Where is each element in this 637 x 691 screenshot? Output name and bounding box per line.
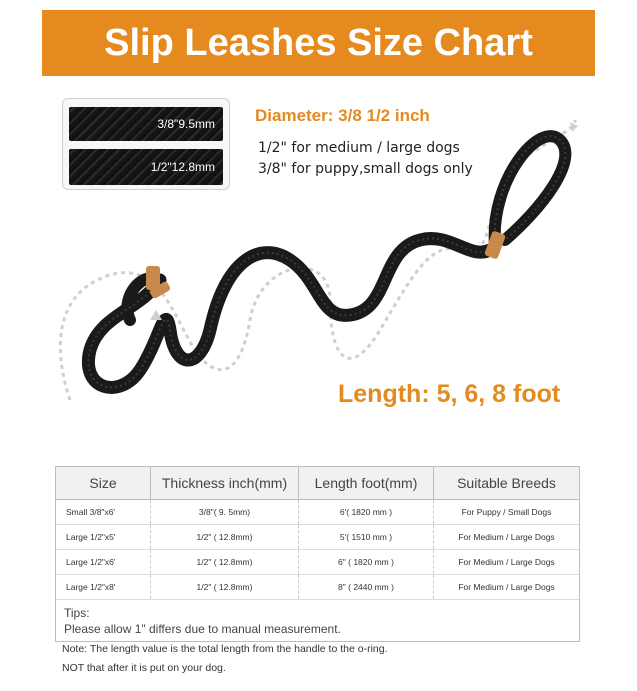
header-size: Size <box>56 467 151 499</box>
rope-swatch-large-label: 1/2"12.8mm <box>150 160 215 174</box>
table-row <box>56 525 579 550</box>
tips-title: Tips: <box>64 606 90 620</box>
cell-length: 8" ( 2440 mm ) <box>299 575 434 599</box>
cell-size: Large 1/2"x5' <box>56 525 151 549</box>
cell-size: Large 1/2"x8' <box>56 575 151 599</box>
diameter-heading: Diameter: 3/8 1/2 inch <box>255 106 430 125</box>
cell-thickness: 3/8"( 9. 5mm) <box>151 500 299 524</box>
cell-size: Large 1/2"x6' <box>56 550 151 574</box>
chart-title: Slip Leashes Size Chart <box>104 21 533 64</box>
cell-thickness: 1/2" ( 12.8mm) <box>151 575 299 599</box>
length-heading: Length: 5, 6, 8 foot <box>338 380 561 408</box>
cell-length: 6" ( 1820 mm ) <box>299 550 434 574</box>
size-table-header <box>56 467 579 500</box>
diameter-line-small: 3/8" for puppy,small dogs only <box>258 161 473 177</box>
title-banner <box>42 10 595 76</box>
cell-length: 5'( 1510 mm ) <box>299 525 434 549</box>
cell-thickness: 1/2" ( 12.8mm) <box>151 525 299 549</box>
note-line-2: NOT that after it is put on your dog. <box>62 662 226 674</box>
header-length: Length foot(mm) <box>299 467 434 499</box>
table-row <box>56 575 579 600</box>
header-thickness: Thickness inch(mm) <box>151 467 299 499</box>
tips-text: Please allow 1" differs due to manual measurement. <box>64 622 341 636</box>
tips-section <box>56 600 579 641</box>
cell-size: Small 3/8"x6' <box>56 500 151 524</box>
note-line-1: Note: The length value is the total length from the handle to the o-ring. <box>62 643 388 655</box>
cell-thickness: 1/2" ( 12.8mm) <box>151 550 299 574</box>
header-breeds: Suitable Breeds <box>457 475 556 491</box>
cell-length: 6'( 1820 mm ) <box>299 500 434 524</box>
cell-breeds: For Medium / Large Dogs <box>458 582 555 592</box>
rope-swatch-small-label: 3/8"9.5mm <box>157 117 215 131</box>
size-table <box>55 466 580 642</box>
cell-breeds: For Medium / Large Dogs <box>458 532 555 542</box>
diameter-line-large: 1/2" for medium / large dogs <box>258 140 460 156</box>
table-row <box>56 500 579 525</box>
cell-breeds: For Puppy / Small Dogs <box>461 507 552 517</box>
cell-breeds: For Medium / Large Dogs <box>458 557 555 567</box>
table-row <box>56 550 579 575</box>
